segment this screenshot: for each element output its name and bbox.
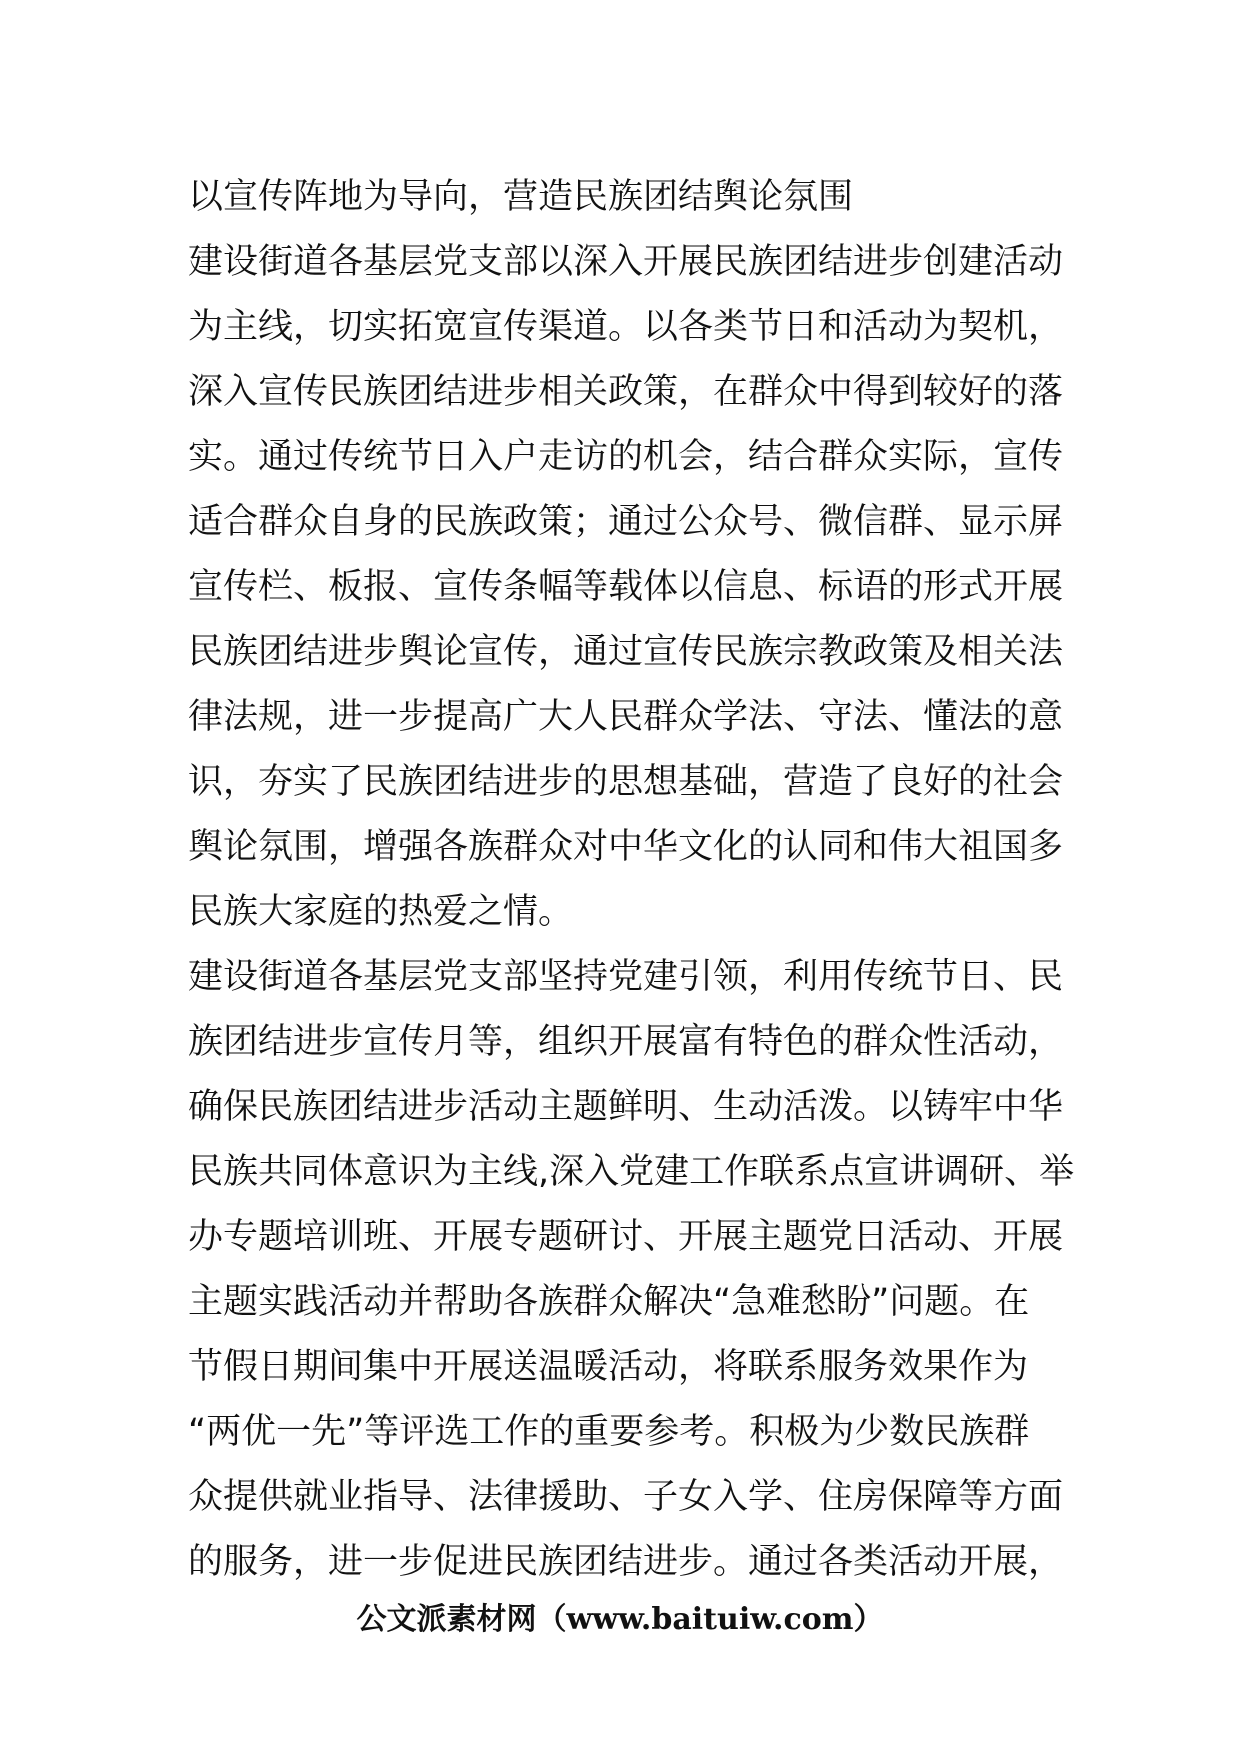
page-footer: 公文派素材网（www.baituiw.com） [356,1602,884,1637]
text-line: “两优一先”等评选工作的重要参考。积极为少数民族群 [188,1412,1030,1452]
text-line: 族团结进步宣传月等，组织开展富有特色的群众性活动， [188,1022,1064,1062]
text-line: 民族共同体意识为主线,深入党建工作联系点宣讲调研、举 [188,1152,1075,1192]
text-line: 的服务，进一步促进民族团结进步。通过各类活动开展， [188,1542,1064,1582]
text-line: 识，夯实了民族团结进步的思想基础，营造了良好的社会 [188,762,1064,802]
text-line: 适合群众自身的民族政策；通过公众号、微信群、显示屏 [188,502,1064,542]
text-line: 确保民族团结进步活动主题鲜明、生动活泼。以铸牢中华 [188,1087,1064,1127]
text-line: 实。通过传统节日入户走访的机会，结合群众实际，宣传 [188,437,1064,477]
text-line: 舆论氛围，增强各族群众对中华文化的认同和伟大祖国多 [188,827,1064,867]
text-line: 办专题培训班、开展专题研讨、开展主题党日活动、开展 [188,1217,1064,1257]
text-line: 众提供就业指导、法律援助、子女入学、住房保障等方面 [188,1477,1064,1517]
text-line: 节假日期间集中开展送温暖活动，将联系服务效果作为 [188,1347,1029,1387]
section-heading: 以宣传阵地为导向，营造民族团结舆论氛围 [188,177,854,217]
text-line: 民族团结进步舆论宣传，通过宣传民族宗教政策及相关法 [188,632,1064,672]
text-line: 宣传栏、板报、宣传条幅等载体以信息、标语的形式开展 [188,567,1064,607]
text-line: 为主线，切实拓宽宣传渠道。以各类节日和活动为契机， [188,307,1064,347]
text-line: 主题实践活动并帮助各族群众解决“急难愁盼”问题。在 [188,1282,1030,1322]
text-line: 民族大家庭的热爱之情。 [188,892,574,932]
text-line: 建设街道各基层党支部以深入开展民族团结进步创建活动 [188,242,1064,282]
text-line: 深入宣传民族团结进步相关政策，在群众中得到较好的落 [188,372,1064,412]
text-line: 建设街道各基层党支部坚持党建引领，利用传统节日、民 [188,957,1064,997]
document-body [188,165,1075,1595]
text-line: 律法规，进一步提高广大人民群众学法、守法、懂法的意 [188,697,1064,737]
